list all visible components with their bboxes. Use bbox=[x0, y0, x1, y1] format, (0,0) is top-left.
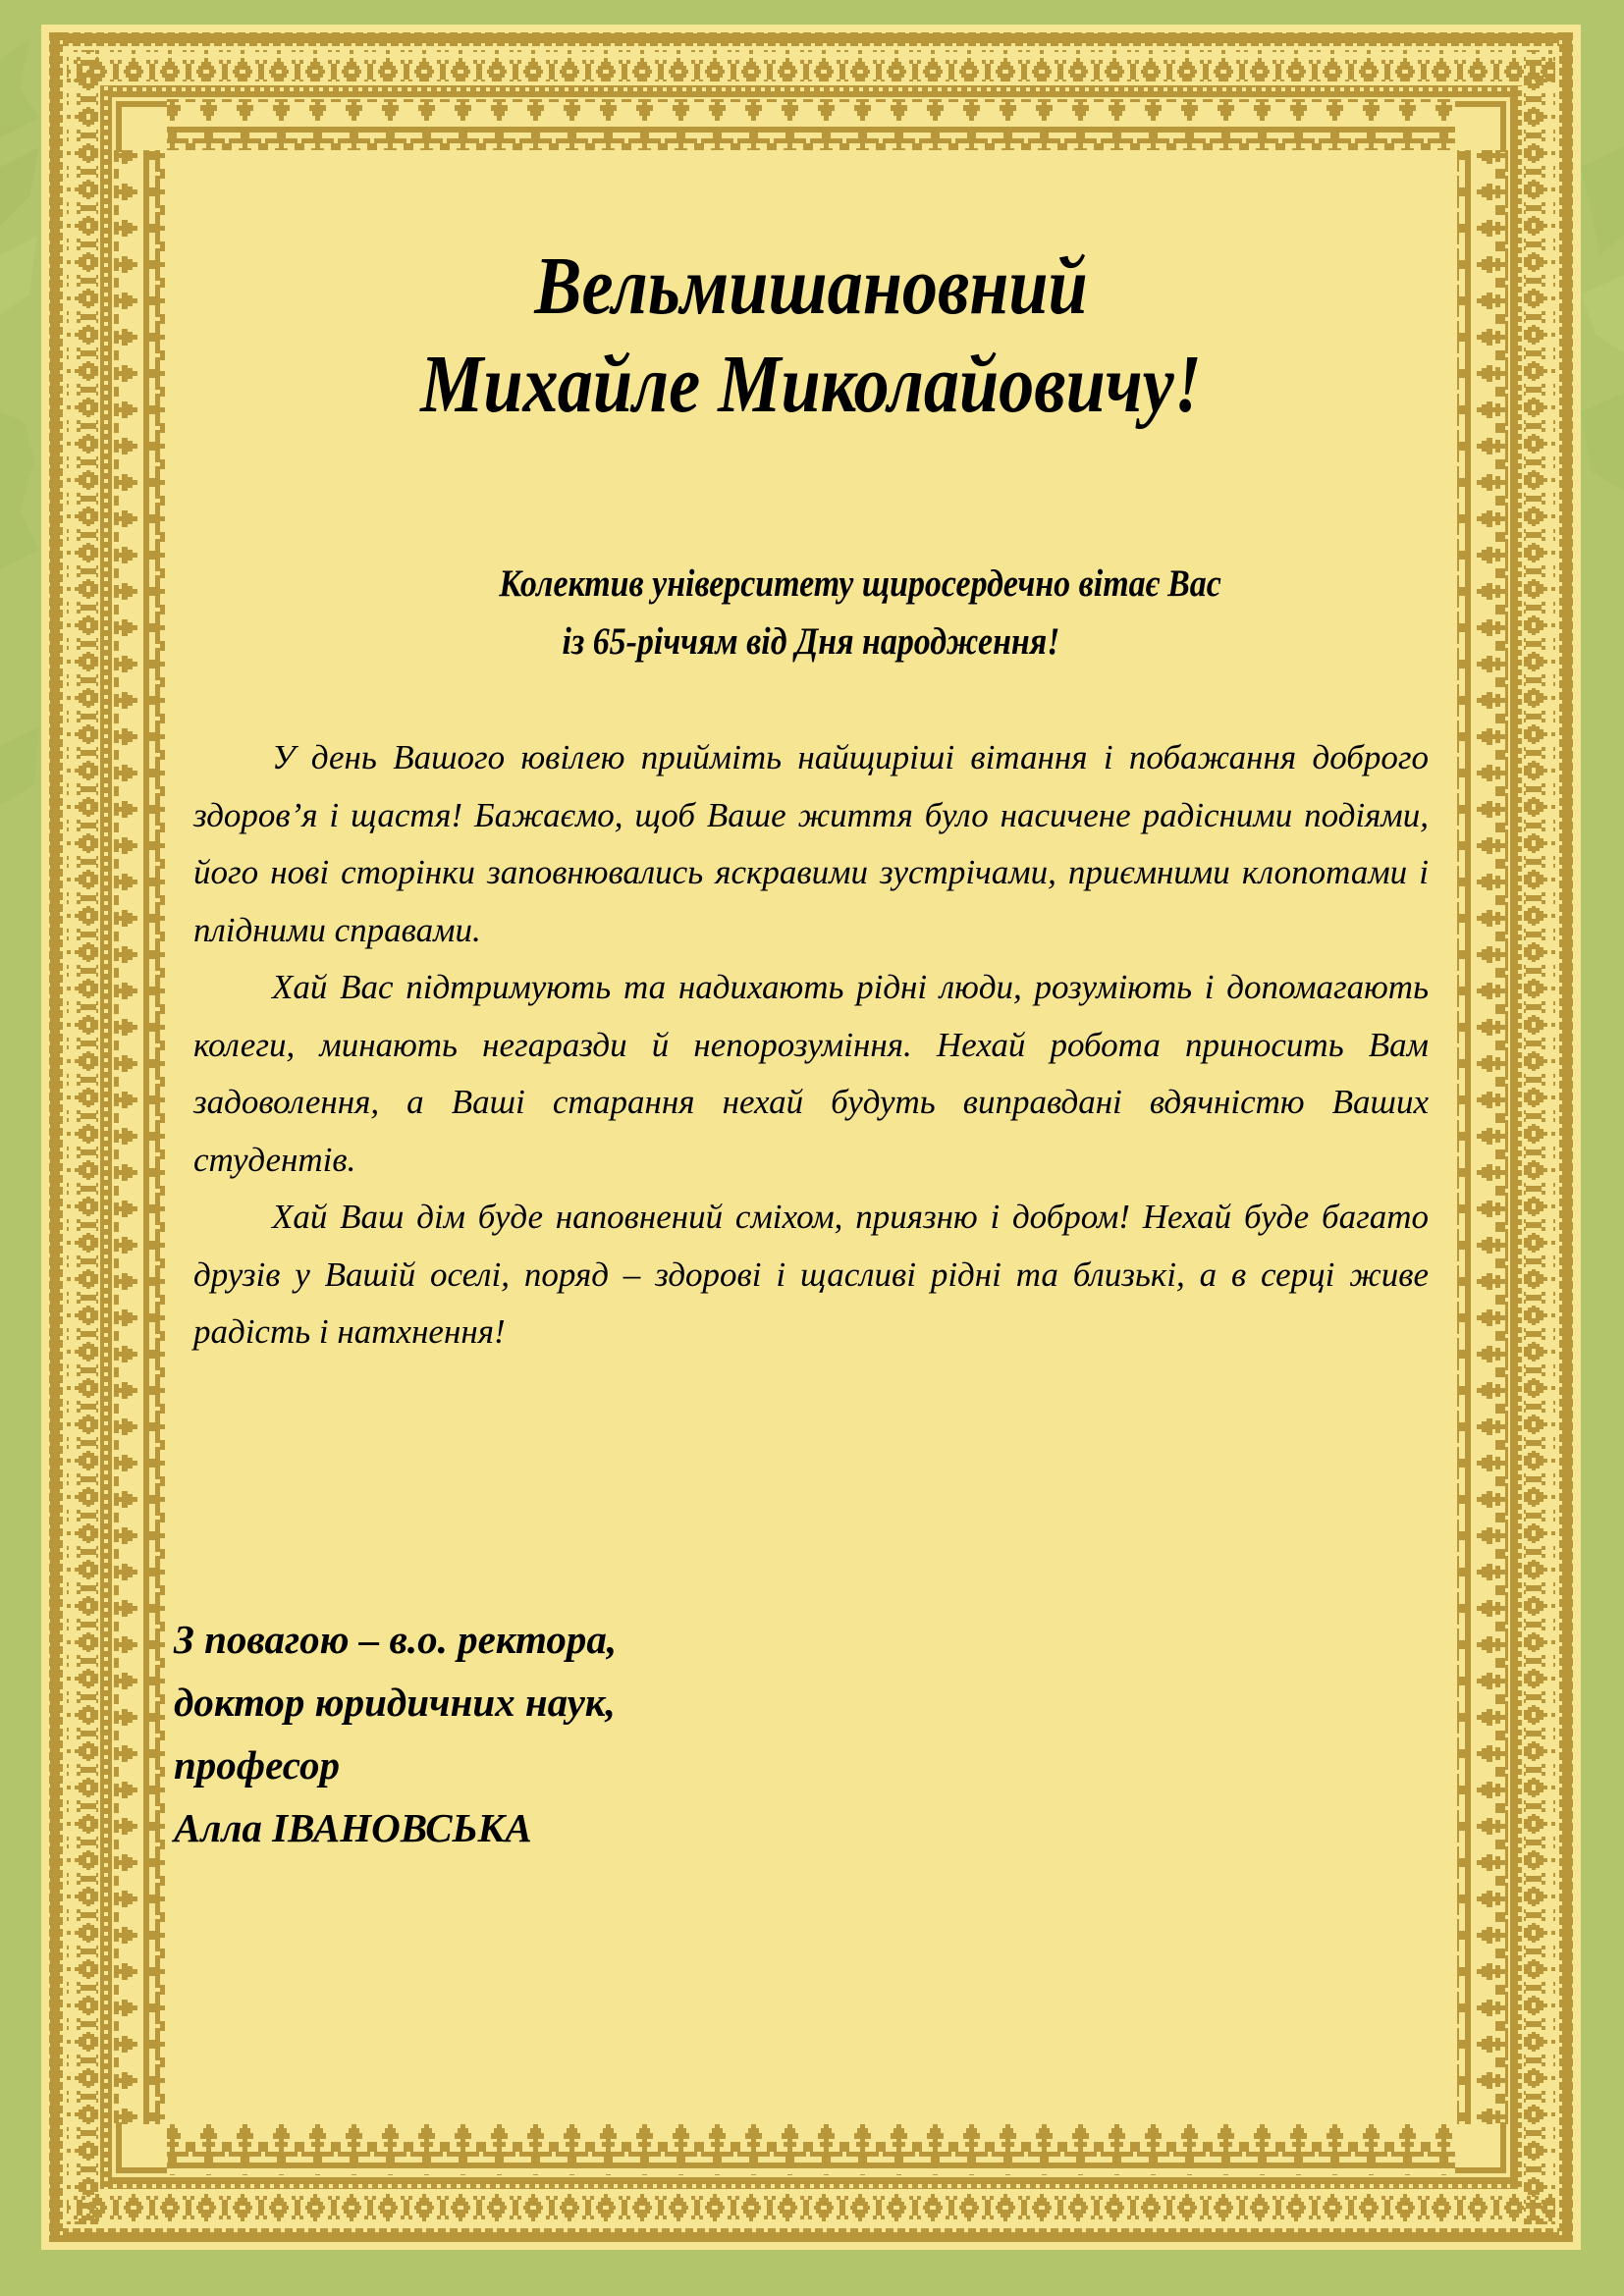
signature-name: Алла ІВАНОВСЬКА bbox=[174, 1805, 532, 1850]
signature-block bbox=[174, 1608, 617, 1859]
body-paragraph-3: Хай Ваш дім буде наповнений сміхом, приязню і добром! Нехай буде багато друзів у Вашій оселі, поряд – здорові і щасливі рідні та близькі, а в серці живе радість і натхнення! bbox=[193, 1198, 1429, 1351]
signature-line1: З повагою – в.о. ректора, bbox=[174, 1617, 618, 1662]
greeting-card-page bbox=[41, 25, 1581, 2250]
greeting-title-line2: Михайле Миколайовичу! bbox=[420, 339, 1202, 430]
subtitle-line2: із 65-річчям від Дня народження! bbox=[562, 620, 1060, 663]
card-content bbox=[41, 25, 1581, 2250]
greeting-body bbox=[193, 729, 1429, 1362]
greeting-title-line1: Вельмишановний bbox=[534, 240, 1088, 332]
signature-line2: доктор юридичних наук, bbox=[174, 1680, 616, 1725]
body-paragraph-2: Хай Вас підтримують та надихають рідні люди, розуміють і допомагають колеги, минають негаразди й непорозуміння. Нехай робота приносить Вам задоволення, а Ваші старання нехай будуть виправдані вдячністю Ваших студентів. bbox=[193, 968, 1429, 1179]
body-paragraph-1: У день Вашого ювілею прийміть найщиріші вітання і побажання доброго здоров’я і щастя! Бажаємо, щоб Ваше життя було насичене радісними подіями, його нові сторінки заповнювались яскравими зустрічами, приємними клопотами і плідними справами. bbox=[193, 738, 1429, 949]
subtitle-line1: Колектив університету щиросердечно вітає Вас bbox=[499, 562, 1221, 605]
signature-line3: професор bbox=[174, 1742, 340, 1788]
